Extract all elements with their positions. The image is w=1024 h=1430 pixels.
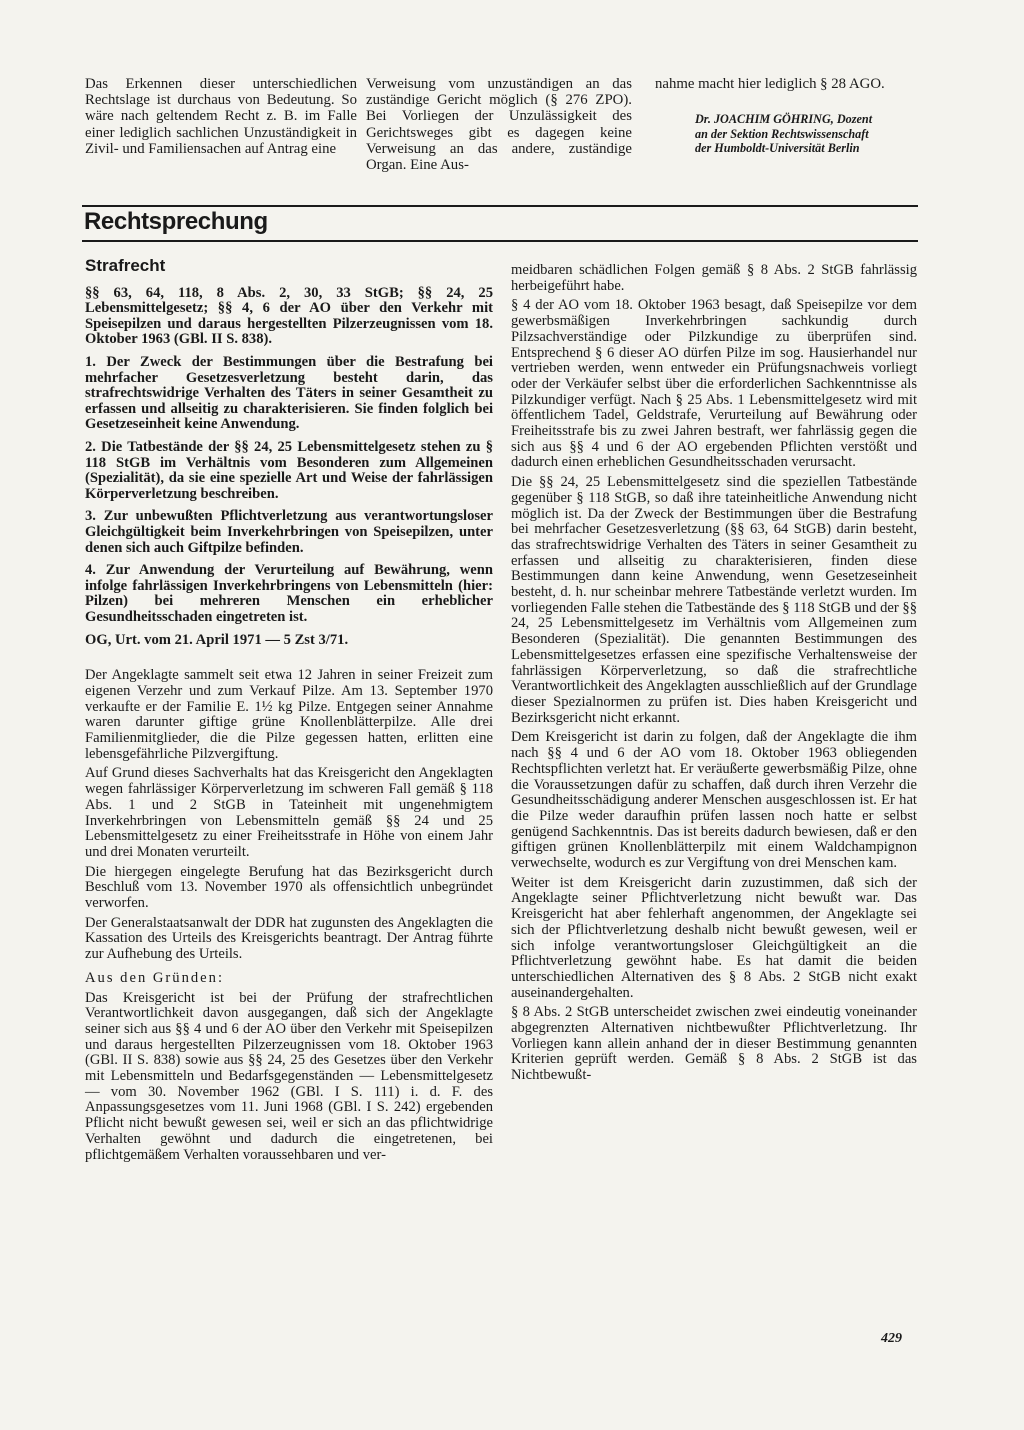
right-column [511,263,917,1084]
headnote-item-4: 4. Zur Anwendung der Verurteilung auf Bewährung, wenn infolge fahrlässigen Inverkehrbringens von Lebensmitteln (hier: Pilzen) bei mehreren Menschen ein erheblicher Gesundheitsschaden eingetreten ist. [85,562,493,625]
paragraph: Dem Kreisgericht ist darin zu folgen, daß der Angeklagte die ihm nach §§ 4 und 6 der AO vom 18. Oktober 1963 obliegenden Rechtspflichten verletzt hat. Er veräußerte gewerbsmäßig Pilze, ohne die Voraussetzungen dafür zu schaffen, daß durch ihren Verzehr die Gesundheitsschädigung anderer Menschen ausgeschlossen ist. Er hat die Pilze weder daraufhin prüfen lassen noch hatte er selbst genügend Sachkenntnis. Das ist bereits dadurch bewiesen, daß er den giftigen grünen Knollenblätterpilz mit einem Waldchampignon verwechselte, wodurch es zur Vergiftung von drei Menschen kam. [511,729,917,872]
paragraph: § 4 der AO vom 18. Oktober 1963 besagt, daß Speisepilze vor dem gewerbsmäßigen Inverkehrbringen sachkundig durch Pilzsachverständige oder Pilzkundige zu überprüfen sind. Entsprechend § 6 dieser AO dürfen Pilze im sog. Hausierhandel nur vertrieben werden, wenn entweder ein Prüfungsnachweis vorliegt oder der Verkäufer selbst über die erforderlichen Sachkenntnisse als Pilzkundiger verfügt. Nach § 25 Abs. 1 Lebensmittelgesetz wird mit öffentlichem Tadel, Geldstrafe, Verurteilung auf Bewährung oder Freiheitsstrafe bis zu zwei Jahren bestraft, wer fahrlässig gegen die sich aus §§ 4 und 6 der AO ergebenden Pflichten verstößt und dadurch einen erheblichen Gesundheitsschaden verursacht. [511,297,917,471]
paragraph: Das Kreisgericht ist bei der Prüfung der strafrechtlichen Verantwortlichkeit davon ausgegangen, daß sich der Angeklagte seiner sich aus §§ 4 und 6 der AO über den Verkehr mit Speisepilzen und daraus hergestellten Pilzerzeugnissen vom 18. Oktober 1963 (GBl. II S. 838) sowie aus §§ 24, 25 des Gesetzes über den Verkehr mit Lebensmitteln und Bedarfsgegenständen — Lebensmittelgesetz — vom 30. November 1962 (GBl. I S. 111) i. d. F. des Anpassungsgesetzes vom 11. Juni 1968 (GBl. I S. 242) ergebenden Pflicht nicht bewußt gewesen sei, weil er sich an das pflichtwidrige Verhalten gewöhnt und dadurch die eingetretenen, bei pflichtgemäßem Verhalten voraussehbaren und ver- [85,989,493,1163]
top-column-3 [655,76,917,156]
headnote-item-1: 1. Der Zweck der Bestimmungen über die Bestrafung bei mehrfacher Gesetzesverletzung besteht darin, das strafrechtswidrige Verhalten des Täters in seiner Gesamtheit zu erfassen und allseitig zu charakterisieren. Sie finden folglich bei Gesetzeseinheit keine Anwendung. [85,354,493,433]
case-citation: OG, Urt. vom 21. April 1971 — 5 Zst 3/71. [85,631,349,648]
paragraph: Die hiergegen eingelegte Berufung hat das Bezirksgericht durch Beschluß vom 13. November 1970 als offensichtlich unbegründet verworfen. [85,863,493,912]
subsection-heading: Strafrecht [85,256,166,275]
section-heading: Rechtsprechung [84,208,268,235]
headnote-item-2: 2. Die Tatbestände der §§ 24, 25 Lebensmittelgesetz stehen zu § 118 StGB im Verhältnis vom Besonderen zum Allgemeinen (Spezialität), da sie eine spezielle Art und Weise der fahrlässigen Körperverletzung beschreiben. [85,439,493,502]
headnote [85,286,493,648]
paragraph: Verweisung vom unzuständigen an das zuständige Gericht möglich (§ 276 ZPO). Bei Vorliegen der Unzulässigkeit des Gerichtsweges gibt es dagegen keine Verweisung an das andere, zuständige Organ. Eine Aus- [366,76,632,174]
page-number: 429 [881,1331,902,1346]
top-column-1 [85,76,357,157]
author-line: Dr. JOACHIM GÖHRING, Dozent [695,112,873,127]
paragraph: Die §§ 24, 25 Lebensmittelgesetz sind die speziellen Tatbestände gegenüber § 118 StGB, so daß ihre tateinheitliche Anwendung nicht möglich ist. Da der Zweck der Bestimmungen über die Bestrafung bei mehrfacher Gesetzesverletzung (§§ 63, 64 StGB) darin besteht, das strafrechtswidrige Verhalten des Täters in seiner Gesamtheit zu erfassen und allseitig zu charakterisieren, finden diese Bestimmungen dann keine Anwendung, wenn Gesetzeseinheit besteht, d. h. nur scheinbar mehrere Tatbestände verletzt wurden. Im vorliegenden Falle stehen die Tatbestände des § 118 StGB und der §§ 24, 25 Lebensmittelgesetz im Verhältnis vom Allgemeinen zum Besonderen (Spezialität). Die genannten Bestimmungen des Lebensmittelgesetzes erfassen eine spezifische Verhaltensweise der fahrlässigen Körperverletzung, so daß die strafrechtliche Verantwortlichkeit des Angeklagten ausschließlich auf der Grundlage dieser Spezialnormen zu prüfen ist. Dies haben Kreisgericht und Bezirksgericht nicht erkannt. [511,474,917,726]
paragraph: nahme macht hier lediglich § 28 AGO. [655,76,885,92]
paragraph: § 8 Abs. 2 StGB unterscheidet zwischen zwei eindeutig voneinander abgegrenzten Alternativen nichtbewußter Pflichtverletzung. Ihr Vorliegen kann allein anhand der in dieser Bestimmung genannten Kriterien geprüft werden. Gemäß § 8 Abs. 2 StGB ist das Nichtbewußt- [511,1004,917,1084]
paragraph: Der Angeklagte sammelt seit etwa 12 Jahren in seiner Freizeit zum eigenen Verzehr und zum Verkauf Pilze. Am 13. September 1970 verkaufte er der Familie E. 1½ kg Pilze. Entgegen seiner Annahme waren darunter giftige grüne Knollenblätterpilze. Alle drei Familienmitglieder, die die Pilze gegessen hatten, erlitten eine lebensgefährliche Pilzvergiftung. [85,667,493,762]
headnote-norms: §§ 63, 64, 118, 8 Abs. 2, 30, 33 StGB; §§ 24, 25 Lebensmittelgesetz; §§ 4, 6 der AO über den Verkehr mit Speisepilzen und daraus hergestellten Pilzerzeugnissen vom 18. Oktober 1963 (GBl. II S. 838). [85,284,493,348]
left-column [85,258,493,1163]
section-rule-top [82,205,918,207]
author-line: an der Sektion Rechtswissenschaft [695,126,869,141]
paragraph: Auf Grund dieses Sachverhalts hat das Kreisgericht den Angeklagten wegen fahrlässiger Körperverletzung im schweren Fall gemäß § 118 Abs. 1 und 2 StGB in Tateinheit mit ungenehmigtem Inverkehrbringen von Lebensmitteln gemäß §§ 24 und 25 Lebensmittelgesetz zu einer Freiheitsstrafe in Höhe von einem Jahr und drei Monaten verurteilt. [85,765,493,860]
author-signature [695,112,917,156]
paragraph: meidbaren schädlichen Folgen gemäß § 8 Abs. 2 StGB fahrlässig herbeigeführt habe. [511,262,917,294]
paragraph: Das Erkennen dieser unterschiedlichen Rechtslage ist durchaus von Bedeutung. So wäre nach geltendem Recht z. B. im Falle einer lediglich sachlichen Unzuständigkeit in Zivil- und Familiensachen auf Antrag eine [85,76,357,157]
author-line: der Humboldt-Universität Berlin [695,141,860,156]
section-rule-bottom [82,240,918,242]
reasons-heading: Aus den Gründen: [85,969,225,986]
top-column-2 [366,76,632,173]
paragraph: Weiter ist dem Kreisgericht darin zuzustimmen, daß sich der Angeklagte seiner Pflichtverletzung nicht bewußt war. Das Kreisgericht hat aber fehlerhaft angenommen, der Angeklagte sei sich der Pflichtverletzung deshalb nicht bewußt gewesen, weil er sich infolge verantwortungsloser Gleichgültigkeit an die Pflichtverletzung gewöhnt habe. Es hat damit die beiden unterschiedlichen Alternativen des § 8 Abs. 2 StGB nicht exakt auseinandergehalten. [511,874,917,1001]
paragraph: Der Generalstaatsanwalt der DDR hat zugunsten des Angeklagten die Kassation des Urteils des Kreisgerichts beantragt. Der Antrag führte zur Aufhebung des Urteils. [85,914,493,963]
headnote-item-3: 3. Zur unbewußten Pflichtverletzung aus verantwortungsloser Gleichgültigkeit beim Inverkehrbringen von Speisepilzen, unter denen sich auch Giftpilze befinden. [85,508,493,556]
